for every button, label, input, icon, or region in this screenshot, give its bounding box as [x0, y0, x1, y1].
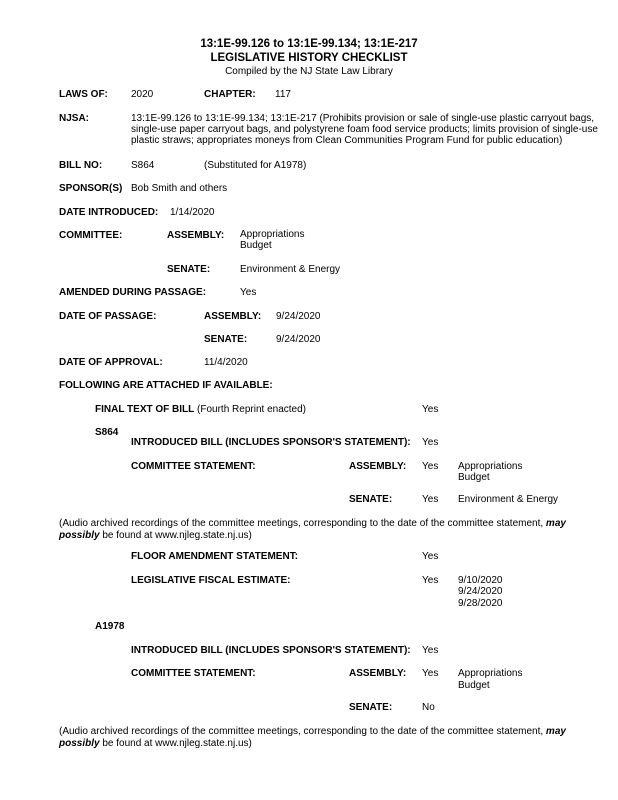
a1978-introduced-value: Yes [422, 645, 439, 656]
audio-note-2-pre: (Audio archived recordings of the committee meetings, corresponding to the date of the committee statement, [59, 726, 546, 737]
final-text-label: FINAL TEXT OF BILL [95, 404, 195, 415]
s864-assembly-comm-1: Appropriations [458, 461, 523, 472]
audio-note-pre: (Audio archived recordings of the committee meetings, corresponding to the date of the committee statement, [59, 518, 546, 529]
document-title-line2: LEGISLATIVE HISTORY CHECKLIST [210, 52, 408, 64]
final-text-row [95, 404, 306, 416]
bill-no-label: BILL NO: [59, 160, 103, 171]
a1978-heading: A1978 [95, 621, 125, 632]
s864-floor-value: Yes [422, 551, 439, 562]
amended-value: Yes [240, 287, 257, 298]
passage-assembly-value: 9/24/2020 [276, 311, 321, 322]
sponsor-value: Bob Smith and others [131, 183, 228, 194]
njsa-label: NJSA: [59, 113, 90, 124]
s864-fiscal-date-1: 9/10/2020 [458, 575, 503, 586]
document-title-line1: 13:1E-99.126 to 13:1E-99.134; 13:1E-217 [200, 38, 418, 50]
committee-senate-label: SENATE: [167, 264, 211, 275]
a1978-senate-value: No [422, 702, 435, 713]
committee-assembly-label: ASSEMBLY: [167, 230, 225, 241]
sponsor-label: SPONSOR(S) [59, 183, 123, 194]
s864-fiscal-date-3: 9/28/2020 [458, 598, 503, 609]
s864-committee-label: COMMITTEE STATEMENT: [131, 461, 256, 472]
bill-no-value: S864 [131, 160, 155, 171]
final-text-value: Yes [422, 404, 439, 415]
a1978-assembly-comm-1: Appropriations [458, 668, 523, 679]
s864-introduced-label: INTRODUCED BILL (INCLUDES SPONSOR'S STATEMENT): [131, 437, 411, 448]
s864-heading: S864 [95, 427, 119, 438]
laws-of-value: 2020 [131, 89, 154, 100]
a1978-assembly-comm-2: Budget [458, 680, 490, 691]
passage-assembly-label: ASSEMBLY: [204, 311, 262, 322]
s864-fiscal-value: Yes [422, 575, 439, 586]
bill-no-note: (Substituted for A1978) [204, 160, 307, 171]
committee-label: COMMITTEE: [59, 230, 123, 241]
final-text-note: (Fourth Reprint enacted) [194, 404, 306, 415]
s864-assembly-comm-2: Budget [458, 472, 490, 483]
committee-senate-value: Environment & Energy [240, 264, 341, 275]
s864-senate-label: SENATE: [349, 494, 393, 505]
passage-senate-value: 9/24/2020 [276, 334, 321, 345]
approval-value: 11/4/2020 [204, 357, 248, 368]
audio-note-2-emphasis: may possibly [59, 726, 566, 749]
s864-assembly-label: ASSEMBLY: [349, 461, 407, 472]
passage-senate-label: SENATE: [204, 334, 248, 345]
a1978-senate-label: SENATE: [349, 702, 393, 713]
s864-fiscal-label: LEGISLATIVE FISCAL ESTIMATE: [131, 575, 291, 586]
njsa-text: 13:1E-99.126 to 13:1E-99.134; 13:1E-217 (Prohibits provision or sale of single-use plastic carryout bags, single-use paper carryout bags, and polystyrene foam food service products; limits provision of single-use plastic straws; appropriates moneys from Clean Communities Program Fund for public education) [131, 113, 598, 146]
s864-senate-value: Yes [422, 494, 439, 505]
chapter-label: CHAPTER: [204, 89, 256, 100]
laws-of-label: LAWS OF: [59, 89, 108, 100]
a1978-committee-label: COMMITTEE STATEMENT: [131, 668, 256, 679]
approval-label: DATE OF APPROVAL: [59, 357, 163, 368]
s864-floor-label: FLOOR AMENDMENT STATEMENT: [131, 551, 299, 562]
committee-assembly-1: Appropriations [240, 229, 305, 240]
attached-heading: FOLLOWING ARE ATTACHED IF AVAILABLE: [59, 380, 273, 391]
date-introduced-label: DATE INTRODUCED: [59, 207, 159, 218]
passage-label: DATE OF PASSAGE: [59, 311, 157, 322]
a1978-assembly-label: ASSEMBLY: [349, 668, 407, 679]
compiled-by: Compiled by the NJ State Law Library [225, 66, 393, 77]
audio-note-2 [59, 726, 604, 749]
s864-senate-comm: Environment & Energy [458, 494, 559, 505]
audio-note-2-post: be found at www.njleg.state.nj.us) [99, 737, 252, 749]
s864-introduced-value: Yes [422, 437, 439, 448]
s864-assembly-value: Yes [422, 461, 439, 472]
a1978-assembly-value: Yes [422, 668, 439, 679]
audio-note [59, 518, 604, 541]
amended-label: AMENDED DURING PASSAGE: [59, 287, 207, 298]
a1978-introduced-label: INTRODUCED BILL (INCLUDES SPONSOR'S STATEMENT): [131, 645, 411, 656]
date-introduced-value: 1/14/2020 [170, 207, 215, 218]
audio-note-post: be found at www.njleg.state.nj.us) [99, 529, 252, 541]
audio-note-emphasis: may possibly [59, 518, 566, 541]
chapter-value: 117 [275, 89, 291, 100]
s864-fiscal-date-2: 9/24/2020 [458, 586, 503, 597]
committee-assembly-2: Budget [240, 240, 272, 251]
